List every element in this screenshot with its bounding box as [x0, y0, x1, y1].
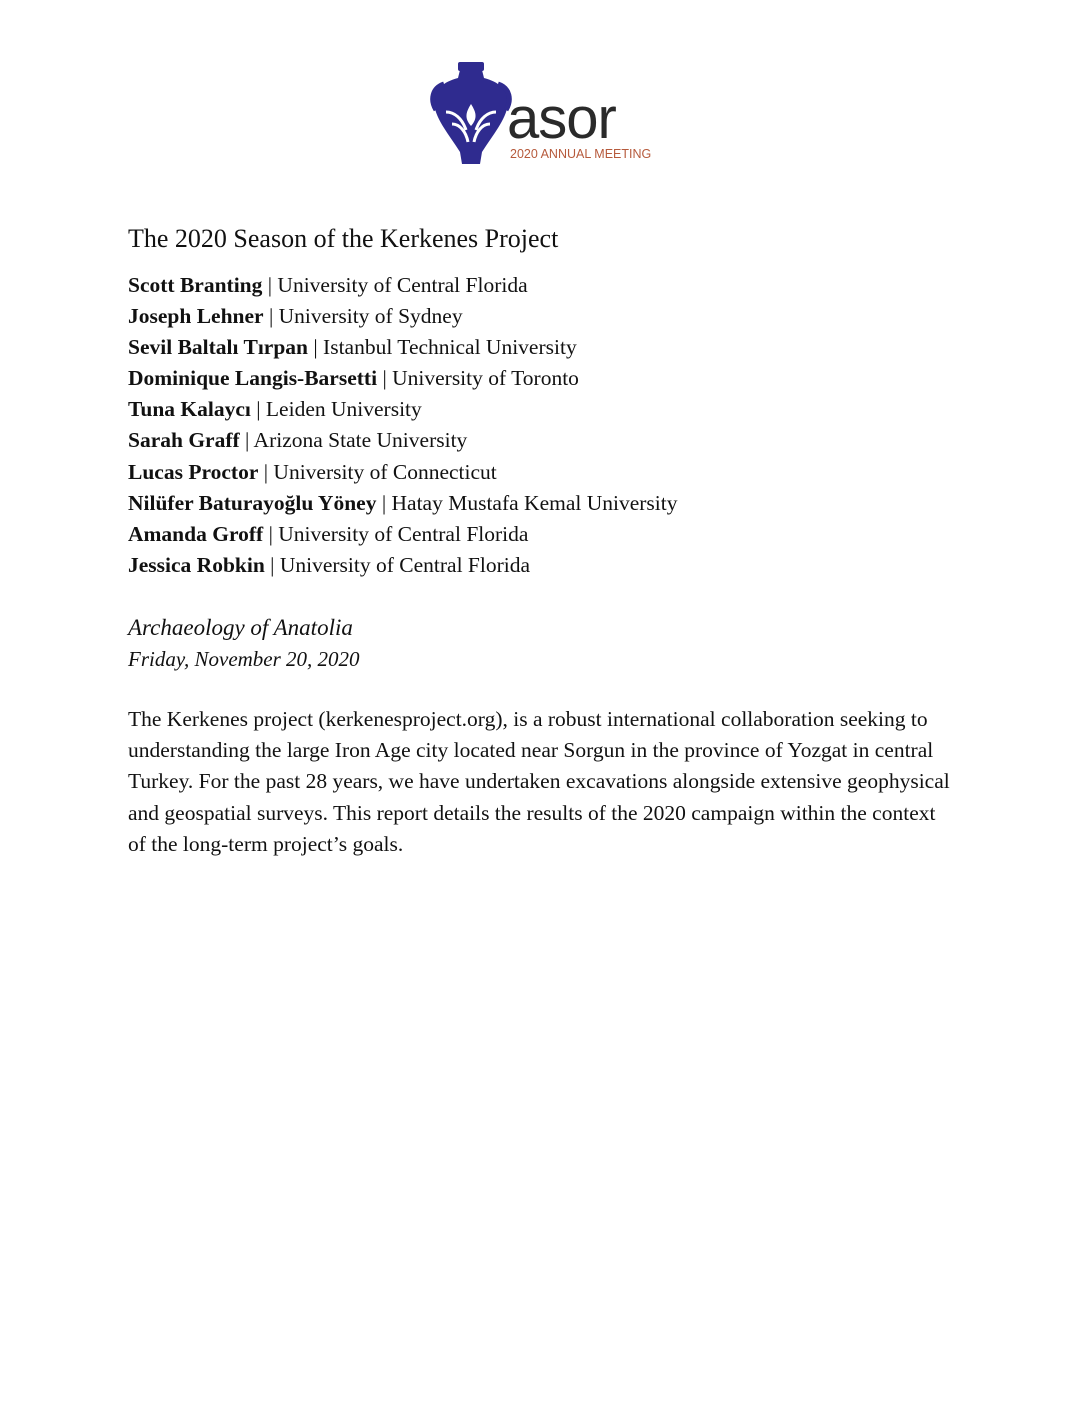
author-affiliation: | University of Central Florida	[270, 552, 531, 577]
author-name: Lucas Proctor	[128, 459, 259, 484]
author-line	[128, 270, 678, 301]
author-name: Joseph Lehner	[128, 304, 264, 329]
author-name: Amanda Groff	[128, 521, 264, 546]
author-line	[128, 425, 678, 456]
author-affiliation: | University of Connecticut	[263, 459, 497, 484]
logo-wordmark: asor	[507, 86, 616, 151]
session-name: Archaeology of Anatolia	[128, 615, 353, 640]
amphora-jar-icon	[430, 60, 512, 168]
author-affiliation: | University of Central Florida	[267, 273, 528, 297]
abstract-paragraph: The Kerkenes project (kerkenesproject.org), is a robust international collaboration seeking to understanding the large Iron Age city located near Sorgun in the province of Yozgat in central Turkey. For the past 28 years, we have undertaken excavations alongside extensive geophysical and geospatial surveys. This report details the results of the 2020 campaign within the context of the long-term project’s goals.	[128, 707, 950, 856]
author-line	[128, 519, 678, 550]
author-line	[128, 301, 678, 332]
author-line	[128, 488, 678, 519]
author-affiliation: | University of Toronto	[382, 366, 579, 391]
author-line	[128, 363, 678, 394]
author-line	[128, 550, 678, 581]
logo-subtitle: 2020 ANNUAL MEETING	[510, 147, 652, 161]
author-affiliation: | Leiden University	[256, 397, 422, 422]
author-name: Sevil Baltalı Tırpan	[128, 335, 308, 360]
author-name: Sarah Graff	[128, 428, 240, 453]
author-name: Nilüfer Baturayoğlu Yöney	[128, 490, 377, 515]
author-affiliation: | Arizona State University	[245, 428, 468, 453]
author-name: Dominique Langis-Barsetti	[128, 366, 378, 391]
author-affiliation: | University of Central Florida	[268, 521, 529, 546]
paper-title: The 2020 Season of the Kerkenes Project	[128, 224, 559, 253]
author-line	[128, 457, 678, 488]
author-affiliation: | University of Sydney	[268, 304, 463, 329]
author-name: Scott Branting	[128, 273, 263, 297]
author-line	[128, 332, 678, 363]
author-line	[128, 394, 678, 425]
author-name: Jessica Robkin	[128, 552, 265, 577]
author-list	[128, 270, 678, 581]
author-affiliation: | Istanbul Technical University	[313, 335, 577, 360]
author-affiliation: | Hatay Mustafa Kemal University	[381, 490, 678, 515]
author-name: Tuna Kalaycı	[128, 397, 251, 422]
session-date: Friday, November 20, 2020	[128, 647, 360, 671]
asor-logo	[430, 60, 660, 172]
